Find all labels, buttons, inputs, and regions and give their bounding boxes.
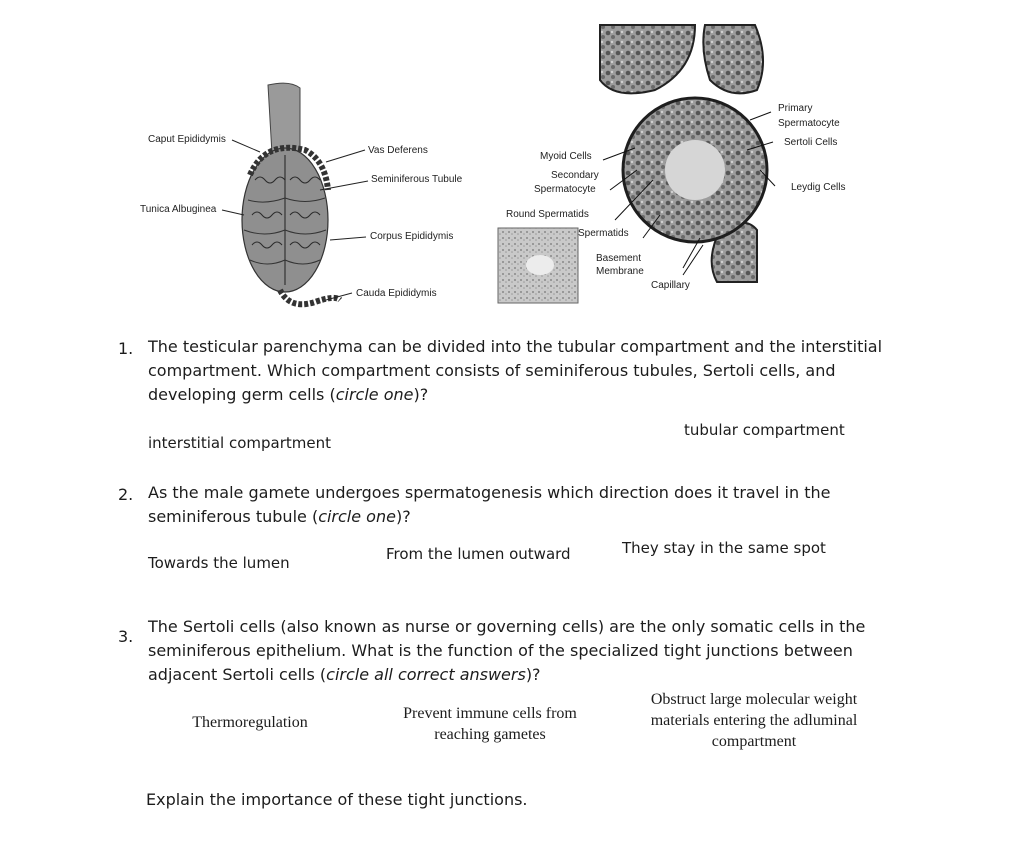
q2-option-towards-lumen[interactable]: Towards the lumen <box>148 554 290 572</box>
question-2-text-end: )? <box>395 507 411 526</box>
q3-option-obstruct-large-molecular[interactable]: Obstruct large molecular weight materials entering the adluminal compartment <box>650 691 858 750</box>
question-3-text-main: The Sertoli cells (also known as nurse or governing cells) are the only somatic cells in the seminiferous epithelium. What is the function of the specialized tight junctions between adjacent Sertoli cells ( <box>148 617 866 684</box>
label-primary-spermatocyte-1: Primary <box>778 103 813 114</box>
question-3-text <box>148 615 868 687</box>
label-basement-membrane-1: Basement <box>596 253 642 264</box>
label-cauda-epididymis: Cauda Epididymis <box>356 288 437 299</box>
question-1-emphasis: circle one <box>335 385 414 404</box>
question-1-text <box>148 335 893 407</box>
q2-option-lumen-outward[interactable]: From the lumen outward <box>386 545 571 563</box>
label-secondary-spermatocyte-2: Spermatocyte <box>534 184 596 195</box>
explain-prompt: Explain the importance of these tight junctions. <box>146 790 528 809</box>
label-primary-spermatocyte-2: Spermatocyte <box>778 118 840 129</box>
question-1-text-main: The testicular parenchyma can be divided into the tubular compartment and the interstitial compartment. Which compartment consists of seminiferous tubules, Sertoli cells, and developing germ cells ( <box>148 337 883 404</box>
label-corpus-epididymis: Corpus Epididymis <box>370 231 454 242</box>
q1-option-interstitial[interactable]: interstitial compartment <box>148 434 332 452</box>
label-spermatids: Spermatids <box>578 228 629 239</box>
label-vas-deferens: Vas Deferens <box>368 145 428 156</box>
question-2-number: 2. <box>118 485 134 504</box>
question-3-emphasis: circle all correct answers <box>326 665 526 684</box>
question-2-text-main: As the male gamete undergoes spermatogenesis which direction does it travel in the seminiferous tubule ( <box>148 483 831 526</box>
testis-illustration <box>140 80 470 320</box>
q1-option-tubular[interactable]: tubular compartment <box>684 421 845 439</box>
label-caput-epididymis: Caput Epididymis <box>148 134 226 145</box>
label-round-spermatids: Round Spermatids <box>506 209 589 220</box>
label-tunica-albuginea: Tunica Albuginea <box>140 204 217 215</box>
label-secondary-spermatocyte-1: Secondary <box>551 170 599 181</box>
question-1-number: 1. <box>118 339 134 358</box>
question-3-number: 3. <box>118 627 134 646</box>
q2-option-same-spot[interactable]: They stay in the same spot <box>622 539 826 557</box>
q3-option-prevent-immune-cells[interactable]: Prevent immune cells from reaching gametes <box>403 705 577 743</box>
question-3-text-end: )? <box>525 665 541 684</box>
question-2-text <box>148 481 848 529</box>
label-capillary: Capillary <box>651 280 690 291</box>
q3-option-thermoregulation[interactable]: Thermoregulation <box>192 714 308 731</box>
label-seminiferous-tubule: Seminiferous Tubule <box>371 174 463 185</box>
label-leydig-cells: Leydig Cells <box>791 182 846 193</box>
label-basement-membrane-2: Membrane <box>596 266 644 277</box>
question-2-emphasis: circle one <box>318 507 396 526</box>
testis-diagram <box>140 80 470 320</box>
label-myoid-cells: Myoid Cells <box>540 151 592 162</box>
label-sertoli-cells: Sertoli Cells <box>784 137 838 148</box>
question-1-text-end: )? <box>413 385 429 404</box>
